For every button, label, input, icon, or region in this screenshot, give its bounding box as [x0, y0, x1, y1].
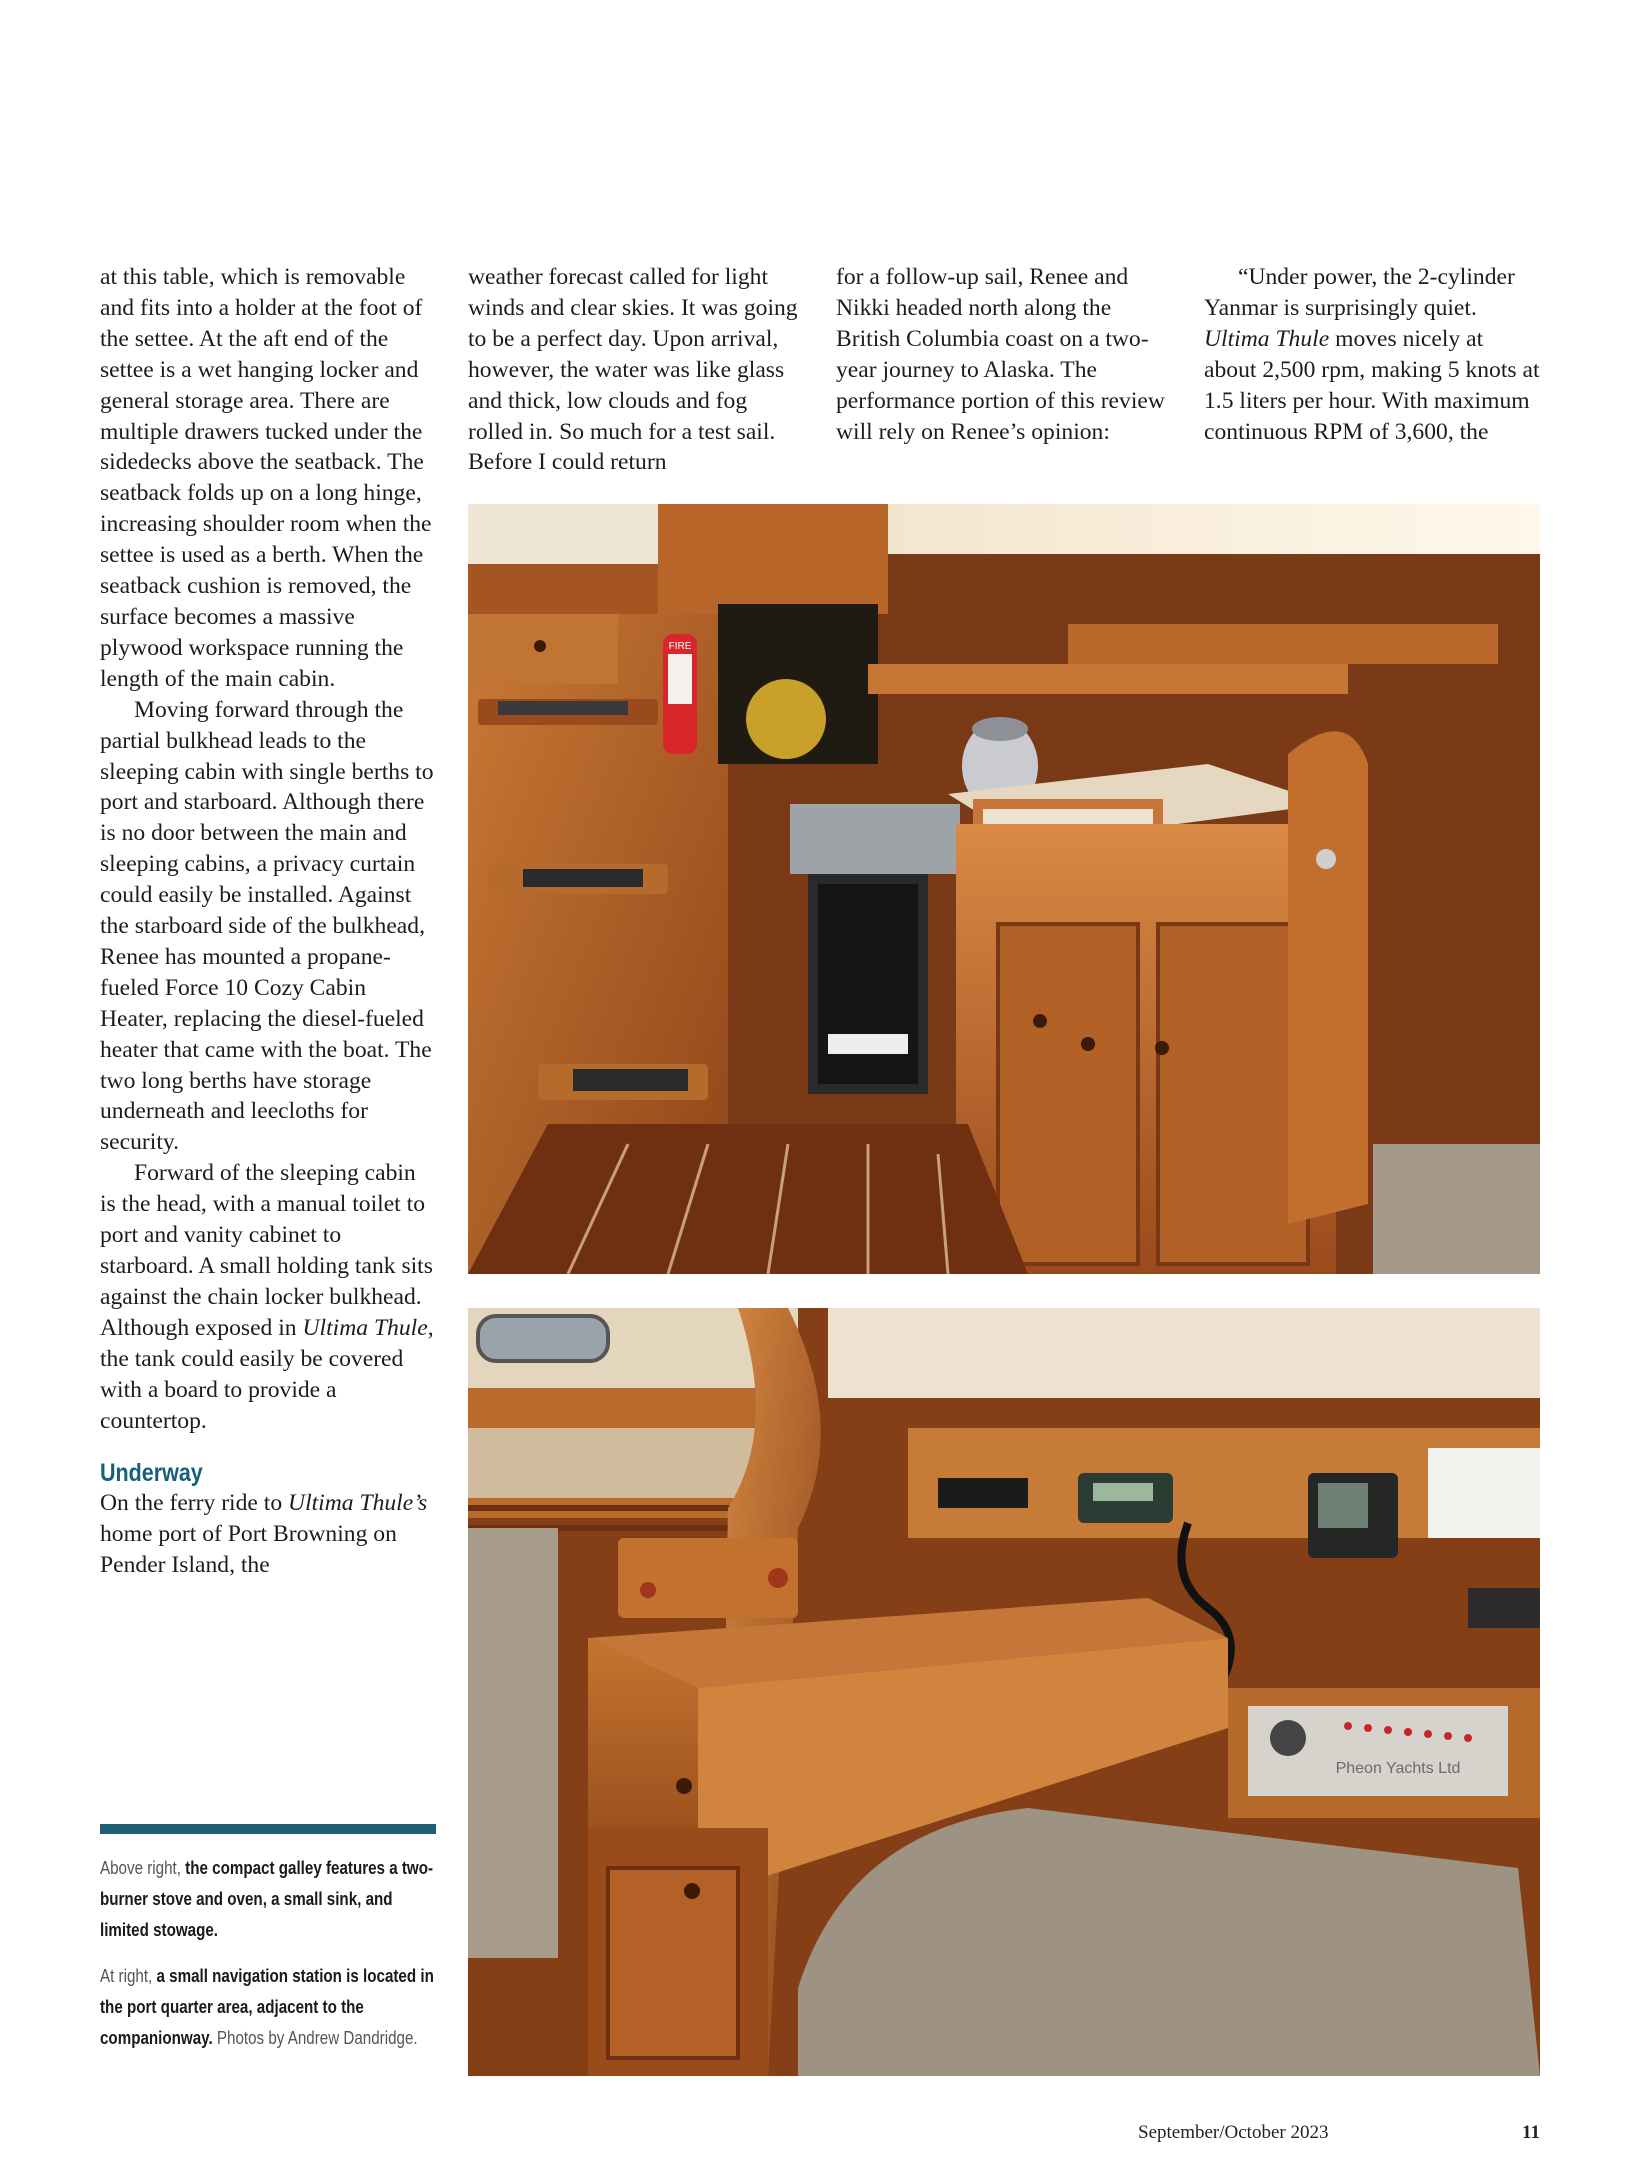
article-column-2 [468, 262, 804, 478]
galley-illustration [468, 504, 1540, 1274]
article-column-4 [1204, 262, 1540, 447]
paragraph: at this table, which is removable and fits into a holder at the foot of the settee. At the aft end of the settee is a wet hanging locker and general storage area. There are multiple drawers tucked under the sidedecks above the seatback. The seatback folds up on a long hinge, increasing shoulder room when the settee is used as a berth. When the seatback cushion is removed, the surface becomes a massive plywood workspace running the length of the main cabin. [100, 264, 432, 692]
paragraph: “Under power, the 2-cylinder Yanmar is surprisingly quiet. Ultima Thule moves nicely at about 2,500 rpm, making 5 knots at 1.5 liters per hour. With maximum continuous RPM of 3,600, the [1204, 264, 1540, 445]
caption-divider [100, 1824, 436, 1834]
extinguisher-label: FIRE [668, 641, 692, 652]
photo-galley [468, 504, 1540, 1274]
photo-nav-station [468, 1308, 1540, 2076]
caption-nav-station: At right, a small navigation station is located in the port quarter area, adjacent to the companionway. Photos by Andrew Dandridge. [100, 1965, 434, 2048]
paragraph: Moving forward through the partial bulkhead leads to the sleeping cabin with single berths to port and starboard. Although there is no door between the main and sleeping cabins, a privacy curtain could easily be installed. Against the starboard side of the bulkhead, Renee has mounted a propane-fueled Force 10 Cozy Cabin Heater, replacing the diesel-fueled heater that came with the boat. The two long berths have storage underneath and leecloths for security. [100, 696, 434, 1156]
nav-station-illustration [468, 1308, 1540, 2076]
section-subhead: Underway [100, 1459, 203, 1488]
caption-galley: Above right, the compact galley features a two-burner stove and oven, a small sink, and limited stowage. [100, 1857, 434, 1940]
paragraph: On the ferry ride to Ultima Thule’s home port of Port Browning on Pender Island, the [100, 1490, 428, 1579]
panel-label: Pheon Yachts Ltd [1335, 1760, 1461, 1777]
article-column-3 [836, 262, 1172, 447]
boat-name: Ultima Thule’s [288, 1490, 428, 1517]
page-number: 11 [1522, 2122, 1540, 2143]
article-column-1 [100, 262, 436, 1581]
paragraph: weather forecast called for light winds and clear skies. It was going to be a perfect day. Upon arrival, however, the water was like glass and thick, low clouds and fog rolled in. So much for a test sail. Before I could return [468, 264, 798, 476]
paragraph: Forward of the sleeping cabin is the head, with a manual toilet to port and vanity cabinet to starboard. A small holding tank sits against the chain locker bulkhead. Although exposed in Ultima Thule, the tank could easily be covered with a board to provide a countertop. [100, 1160, 434, 1434]
paragraph: for a follow-up sail, Renee and Nikki headed north along the British Columbia coast on a two-year journey to Alaska. The performance portion of this review will rely on Renee’s opinion: [836, 264, 1165, 445]
boat-name: Ultima Thule [1204, 325, 1330, 352]
boat-name: Ultima Thule [302, 1314, 428, 1341]
issue-date: September/October 2023 [1138, 2122, 1329, 2143]
